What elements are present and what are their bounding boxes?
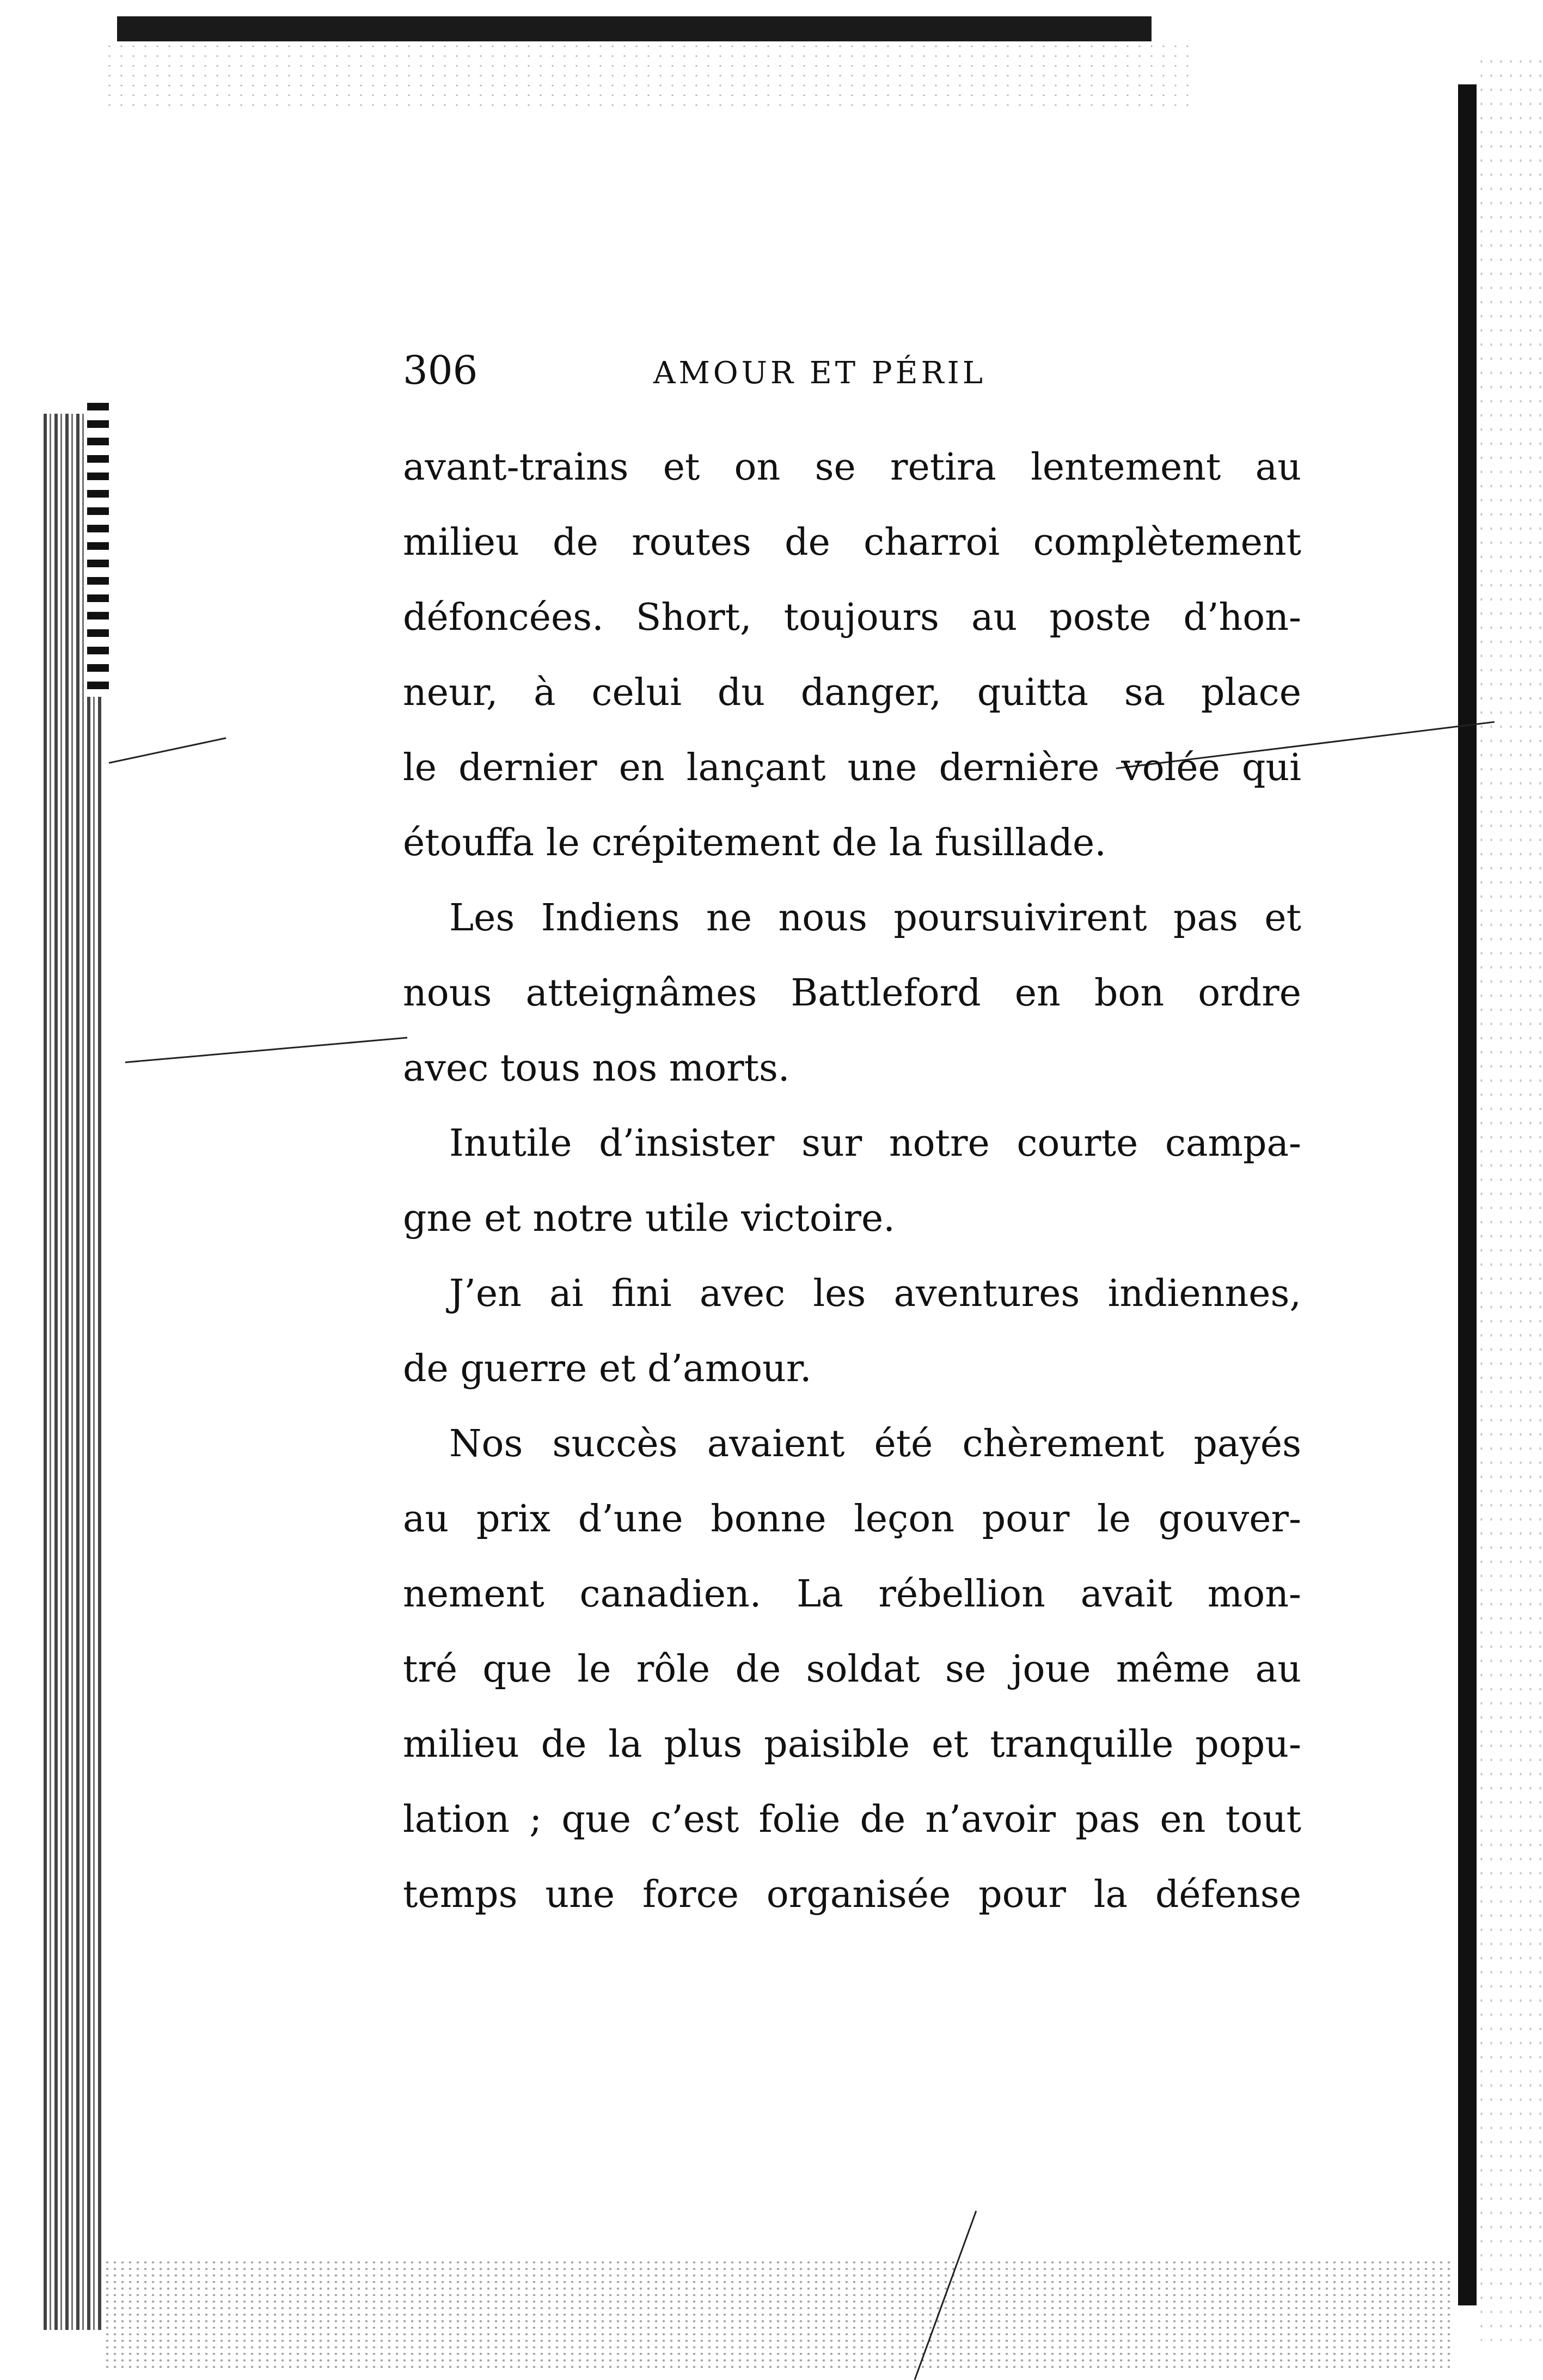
scan-noise-top	[103, 41, 1192, 107]
scan-noise-right	[1477, 54, 1542, 2341]
scan-stray-line	[125, 1037, 407, 1063]
running-title: AMOUR ET PÉRIL	[653, 355, 986, 391]
text-line: temps une force organisée pour la défense	[403, 1873, 1301, 1916]
text-line: étouffa le crépitement de la fusillade.	[403, 821, 1106, 864]
text-line: milieu de routes de charroi complètement	[403, 521, 1301, 564]
scan-binding-edge	[44, 414, 103, 2330]
text-line: avant-trains et on se retira lentement au	[403, 446, 1301, 489]
text-line: au prix d’une bonne leçon pour le gouver-	[403, 1498, 1301, 1541]
page-number: 306	[403, 347, 478, 393]
text-line: J’en ai fini avec les aventures indiennes,	[449, 1272, 1301, 1315]
text-line: milieu de la plus paisible et tranquille popu-	[403, 1723, 1301, 1766]
text-line: défoncées. Short, toujours au poste d’hon-	[403, 596, 1301, 639]
scan-top-border	[117, 16, 1152, 41]
text-line: nement canadien. La rébellion avait mon-	[403, 1573, 1301, 1616]
text-line: le dernier en lançant une dernière volée qui	[403, 746, 1301, 789]
scan-binding-marks	[87, 403, 109, 697]
running-header	[403, 343, 1067, 397]
scan-right-border	[1458, 84, 1477, 2305]
body-text	[403, 430, 1301, 1933]
scan-noise-bottom	[103, 2259, 1454, 2368]
text-line: lation ; que c’est folie de n’avoir pas en tout	[403, 1798, 1301, 1841]
text-line: neur, à celui du danger, quitta sa place	[403, 671, 1301, 714]
text-line: Nos succès avaient été chèrement payés	[449, 1422, 1301, 1465]
text-line: Inutile d’insister sur notre courte campa-	[449, 1122, 1301, 1165]
text-line: nous atteignâmes Battleford en bon ordre	[403, 972, 1301, 1015]
text-line: avec tous nos morts.	[403, 1047, 790, 1090]
text-line: gne et notre utile victoire.	[403, 1197, 895, 1240]
text-line: tré que le rôle de soldat se joue même au	[403, 1648, 1301, 1691]
scan-stray-line	[109, 737, 226, 764]
text-line: de guerre et d’amour.	[403, 1347, 812, 1390]
text-line: Les Indiens ne nous poursuivirent pas et	[449, 897, 1301, 940]
